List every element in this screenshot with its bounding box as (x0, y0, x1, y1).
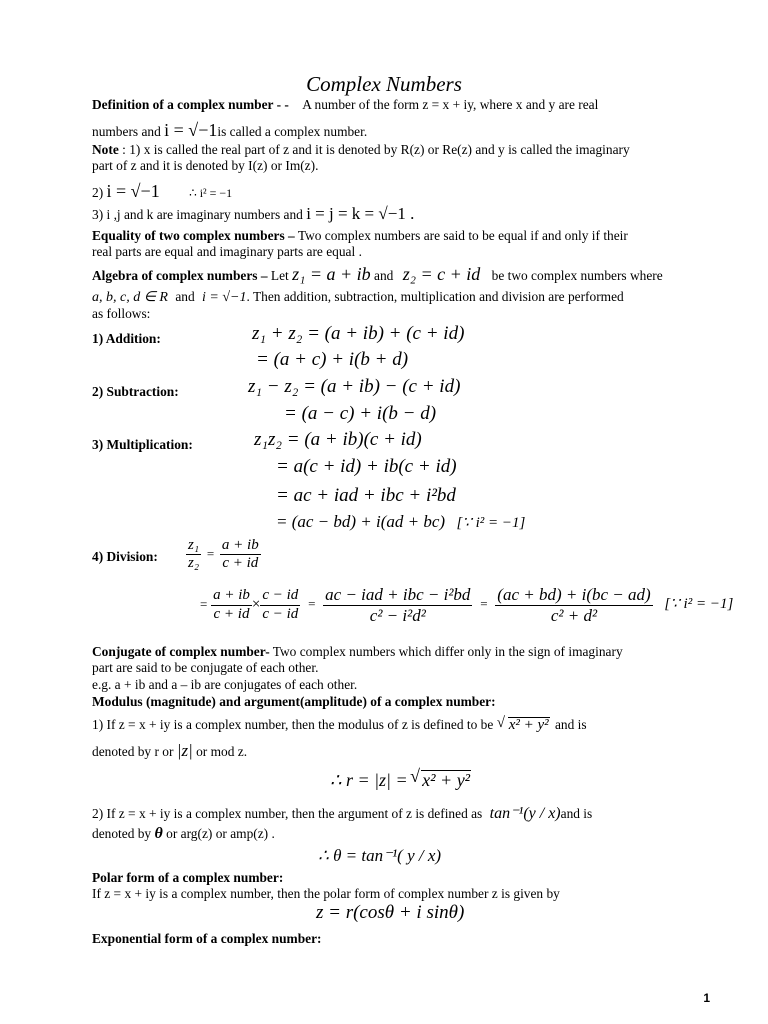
division-fraction-4 (495, 585, 652, 625)
division-num-2b: c − id (260, 587, 300, 605)
algebra-i-math: i = √−1 (202, 290, 247, 305)
note-line-2: part of z and it is denoted by I(z) or Im(z). (92, 158, 319, 173)
multiplication-label: 3) Multiplication: (92, 437, 193, 452)
division-eq-4: = (480, 596, 488, 612)
page-number: 1 (703, 991, 710, 1005)
modulus-radicand: x² + y² (508, 717, 549, 733)
division-fraction-2b (260, 587, 300, 623)
division-note: [∵ i² = −1] (664, 596, 734, 613)
modulus-text-2-post: or mod z. (192, 744, 248, 759)
division-line-1 (186, 537, 261, 573)
division-num-3: ac − iad + ibc − i²bd (325, 585, 471, 604)
argument-text-2-post: or arg(z) or amp(z) . (162, 826, 275, 841)
division-z1: z₁ (186, 537, 201, 555)
conjugate-line-3: e.g. a + ib and a – ib are conjugates of each other. (92, 677, 358, 692)
polar-heading: Polar form of a complex number: (92, 870, 284, 885)
definition-line-2 (92, 122, 367, 140)
note-item-3 (92, 206, 414, 223)
division-den-2b: c − id (262, 605, 299, 622)
division-line-2 (200, 585, 733, 625)
z2-definition: z₂ = c + id (402, 264, 481, 284)
algebra-heading: Algebra of complex numbers – (92, 268, 268, 283)
note-item-2 (92, 183, 232, 201)
division-fraction-2a (211, 587, 252, 623)
division-den-2a: c + id (213, 605, 250, 622)
algebra-line-2 (92, 289, 624, 306)
note-item-3-text: 3) i ,j and k are imaginary numbers and (92, 207, 307, 222)
argument-math: tan⁻¹(y / x) (489, 805, 561, 822)
multiplication-line-1: z₁z₂ = (a + ib)(c + id) (254, 429, 422, 450)
division-num-2a: a + ib (211, 587, 252, 605)
note-text-1: : 1) x is called the real part of z and it is denoted by R(z) or Re(z) and y is called the imaginary (118, 142, 630, 157)
modulus-text-1: 1) If z = x + iy is a complex number, then the modulus of z is defined to be (92, 717, 494, 732)
algebra-let: Let (267, 268, 293, 283)
definition-text-2-post: is called a complex number. (217, 124, 368, 139)
modulus-text-1-end: and is (554, 717, 587, 732)
conjugate-line-2: part are said to be conjugate of each other. (92, 660, 319, 675)
algebra-set-math: a, b, c, d ∈ R (92, 290, 168, 305)
exponential-heading: Exponential form of a complex number: (92, 931, 322, 946)
algebra-line-1 (92, 266, 663, 284)
definition-text-2-pre: numbers and (92, 124, 165, 139)
multiplication-line-2: = a(c + id) + ib(c + id) (276, 456, 457, 477)
polar-equation: z = r(cosθ + i sinθ) (316, 902, 465, 923)
division-eq-1: = (206, 546, 215, 562)
division-den-3: c² − i²d² (369, 605, 426, 625)
equality-text-1: Two complex numbers are said to be equal if and only if their (294, 228, 628, 243)
equality-line-2: real parts are equal and imaginary parts are equal . (92, 244, 362, 259)
multiplication-note: [∵ i² = −1] (456, 515, 526, 531)
note-item-2-label: 2) (92, 185, 107, 200)
argument-line-1 (92, 806, 592, 822)
modulus-equation-lhs: ∴ r = |z| = (330, 770, 413, 790)
modulus-line-2 (92, 743, 247, 760)
algebra-and: and (374, 268, 394, 283)
argument-text-1: 2) If z = x + iy is a complex number, then the argument of z is defined as (92, 806, 483, 821)
definition-line-1 (92, 97, 598, 113)
modulus-text-2-pre: denoted by r or (92, 744, 177, 759)
modulus-line-1 (92, 717, 587, 734)
division-eq-3: = (308, 596, 316, 612)
modulus-equation (330, 770, 471, 790)
algebra-rest-1: be two complex numbers where (491, 268, 663, 283)
equality-line-1 (92, 228, 628, 244)
modulus-equation-radicand: x² + y² (422, 770, 471, 790)
argument-text-2-pre: denoted by (92, 826, 155, 841)
division-fraction-1 (220, 537, 261, 573)
division-den-1: c + id (222, 555, 259, 572)
division-num-4: (ac + bd) + i(bc − ad) (497, 585, 651, 604)
page-title: Complex Numbers (306, 72, 462, 96)
modulus-heading: Modulus (magnitude) and argument(amplitude) of a complex number: (92, 694, 496, 709)
addition-line-1: z₁ + z₂ = (a + ib) + (c + id) (252, 323, 465, 344)
division-times: × (251, 596, 261, 613)
division-fraction-3 (323, 585, 472, 625)
multiplication-line-3: = ac + iad + ibc + i²bd (276, 485, 456, 506)
argument-theta: θ (154, 825, 163, 842)
definition-heading: Definition of a complex number - - (92, 97, 289, 112)
addition-label: 1) Addition: (92, 331, 161, 346)
multiplication-line-4-math: = (ac − bd) + i(ad + bc) (276, 512, 446, 531)
division-eq-2: = (200, 596, 208, 612)
z1-definition: z₁ = a + ib (292, 264, 371, 284)
division-z-fraction (186, 537, 201, 573)
polar-text: If z = x + iy is a complex number, then the polar form of complex number z is given by (92, 886, 560, 901)
addition-line-2: = (a + c) + i(b + d) (256, 349, 409, 370)
division-z2: z₂ (188, 555, 200, 572)
division-label: 4) Division: (92, 549, 158, 564)
conjugate-line-1 (92, 644, 623, 660)
i-definition-math: i = √−1 (164, 120, 218, 140)
note-line-1 (92, 142, 630, 158)
division-num-1: a + ib (220, 537, 261, 555)
argument-equation: ∴ θ = tan⁻¹( y / x) (318, 846, 442, 865)
argument-text-1-end: and is (560, 806, 593, 821)
conjugate-text-1: Two complex numbers which differ only in the sign of imaginary (269, 644, 623, 659)
subtraction-line-2: = (a − c) + i(b − d) (284, 403, 437, 424)
subtraction-label: 2) Subtraction: (92, 384, 179, 399)
conjugate-heading: Conjugate of complex number- (92, 644, 270, 659)
algebra-line-3: as follows: (92, 306, 151, 321)
definition-text-1: A number of the form z = x + iy, where x and y are real (302, 97, 599, 112)
modulus-abs-z: |z| (176, 741, 193, 760)
note-item-2-math: i = √−1 (106, 181, 160, 201)
note-item-2-therefore: ∴ i² = −1 (189, 186, 233, 200)
algebra-rest-2: . Then addition, subtraction, multiplication and division are performed (246, 289, 624, 304)
division-den-4: c² + d² (550, 605, 598, 625)
algebra-and-2: and (175, 289, 195, 304)
modulus-equation-sqrt (412, 770, 471, 790)
multiplication-line-4 (276, 514, 525, 531)
argument-line-2 (92, 826, 275, 842)
modulus-sqrt (499, 717, 550, 734)
equality-heading: Equality of two complex numbers – (92, 228, 295, 243)
note-label: Note (92, 142, 119, 157)
note-item-3-math: i = j = k = √−1 . (306, 204, 415, 223)
subtraction-line-1: z₁ − z₂ = (a + ib) − (c + id) (248, 376, 461, 397)
